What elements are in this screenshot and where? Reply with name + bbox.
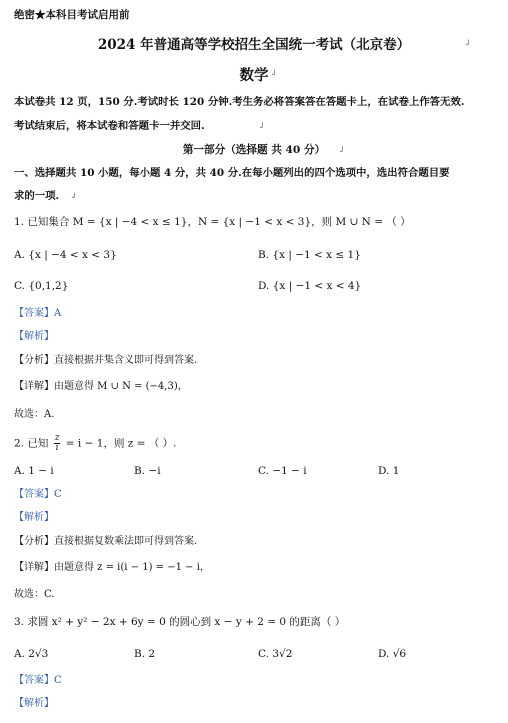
- question-3-option-b: B. 2: [134, 648, 156, 660]
- subject-title: 数学: [239, 67, 269, 84]
- question-2-stem-prefix: 2. 已知: [14, 437, 49, 450]
- question-1-stem: 1. 已知集合 M = {x | −4 < x ≤ 1}，N = {x | −1 < x < 3}，则 M ∪ N = （ ）: [14, 216, 411, 228]
- instructions-line-1: 本试卷共 12 页，150 分.考试时长 120 分钟.考生务必将答案答在答题卡上，在试卷上作答无效.: [14, 96, 465, 108]
- question-3-answer: 【答案】C: [14, 675, 62, 686]
- paragraph-mark: ┘: [466, 40, 471, 49]
- question-2-detail: 【详解】由题意得 z = i(i − 1) = −1 − i，: [14, 562, 210, 573]
- question-2-stem: [14, 434, 176, 453]
- question-3-option-a: A. 2√3: [14, 648, 49, 660]
- fraction-denominator: i: [55, 443, 59, 453]
- confidential-header: 绝密★本科目考试启用前: [14, 9, 130, 21]
- paragraph-mark: ┘: [72, 193, 77, 202]
- question-1-option-c: C. {0,1,2}: [14, 280, 69, 292]
- question-2-analysis-label: 【解析】: [14, 512, 54, 523]
- exam-title: 2024 年普通高等学校招生全国统一考试（北京卷）: [97, 37, 411, 53]
- question-2-option-d: D. 1: [378, 465, 400, 477]
- question-1-option-b: B. {x | −1 < x ≤ 1}: [258, 249, 361, 261]
- instructions-line-2: 考试结束后，将本试卷和答题卡一并交回.: [14, 120, 205, 132]
- question-1-conclusion: 故选：A.: [14, 409, 55, 420]
- question-1-answer: 【答案】A: [14, 308, 62, 319]
- question-3-option-c: C. 3√2: [258, 648, 293, 660]
- question-1-analysis-label: 【解析】: [14, 331, 54, 342]
- question-3-option-d: D. √6: [378, 648, 407, 660]
- paragraph-mark: ┘: [260, 123, 265, 132]
- question-2-conclusion: 故选：C.: [14, 589, 55, 600]
- question-3-analysis-label: 【解析】: [14, 698, 54, 709]
- section-instructions-line-2: 求的一项.: [14, 190, 60, 202]
- question-1-option-d: D. {x | −1 < x < 4}: [258, 280, 362, 292]
- question-2-answer: 【答案】C: [14, 489, 62, 500]
- question-3-stem: 3. 求圆 x² + y² − 2x + 6y = 0 的圆心到 x − y + 2 = 0 的距离（ ）: [14, 616, 346, 628]
- part-one-heading: 第一部分（选择题 共 40 分）: [182, 144, 326, 156]
- question-2-fraction: [54, 434, 61, 453]
- question-2-analysis: 【分析】直接根据复数乘法即可得到答案.: [14, 536, 198, 547]
- question-2-option-a: A. 1 − i: [14, 465, 54, 477]
- question-2-option-b: B. −i: [134, 465, 161, 477]
- section-instructions-line-1: 一、选择题共 10 小题，每小题 4 分，共 40 分.在每小题列出的四个选项中，选出符合题目要: [14, 167, 450, 179]
- question-1-analysis: 【分析】直接根据并集含义即可得到答案.: [14, 355, 198, 366]
- question-2-stem-suffix: = i − 1，则 z = （ ）.: [65, 437, 177, 450]
- question-1-option-a: A. {x | −4 < x < 3}: [14, 249, 117, 261]
- question-1-detail: 【详解】由题意得 M ∪ N = (−4,3)，: [14, 381, 188, 392]
- question-2-option-c: C. −1 − i: [258, 465, 307, 477]
- paragraph-mark: ┘: [340, 147, 345, 156]
- paragraph-mark: ┘: [272, 70, 277, 79]
- fraction-numerator: z: [54, 433, 60, 443]
